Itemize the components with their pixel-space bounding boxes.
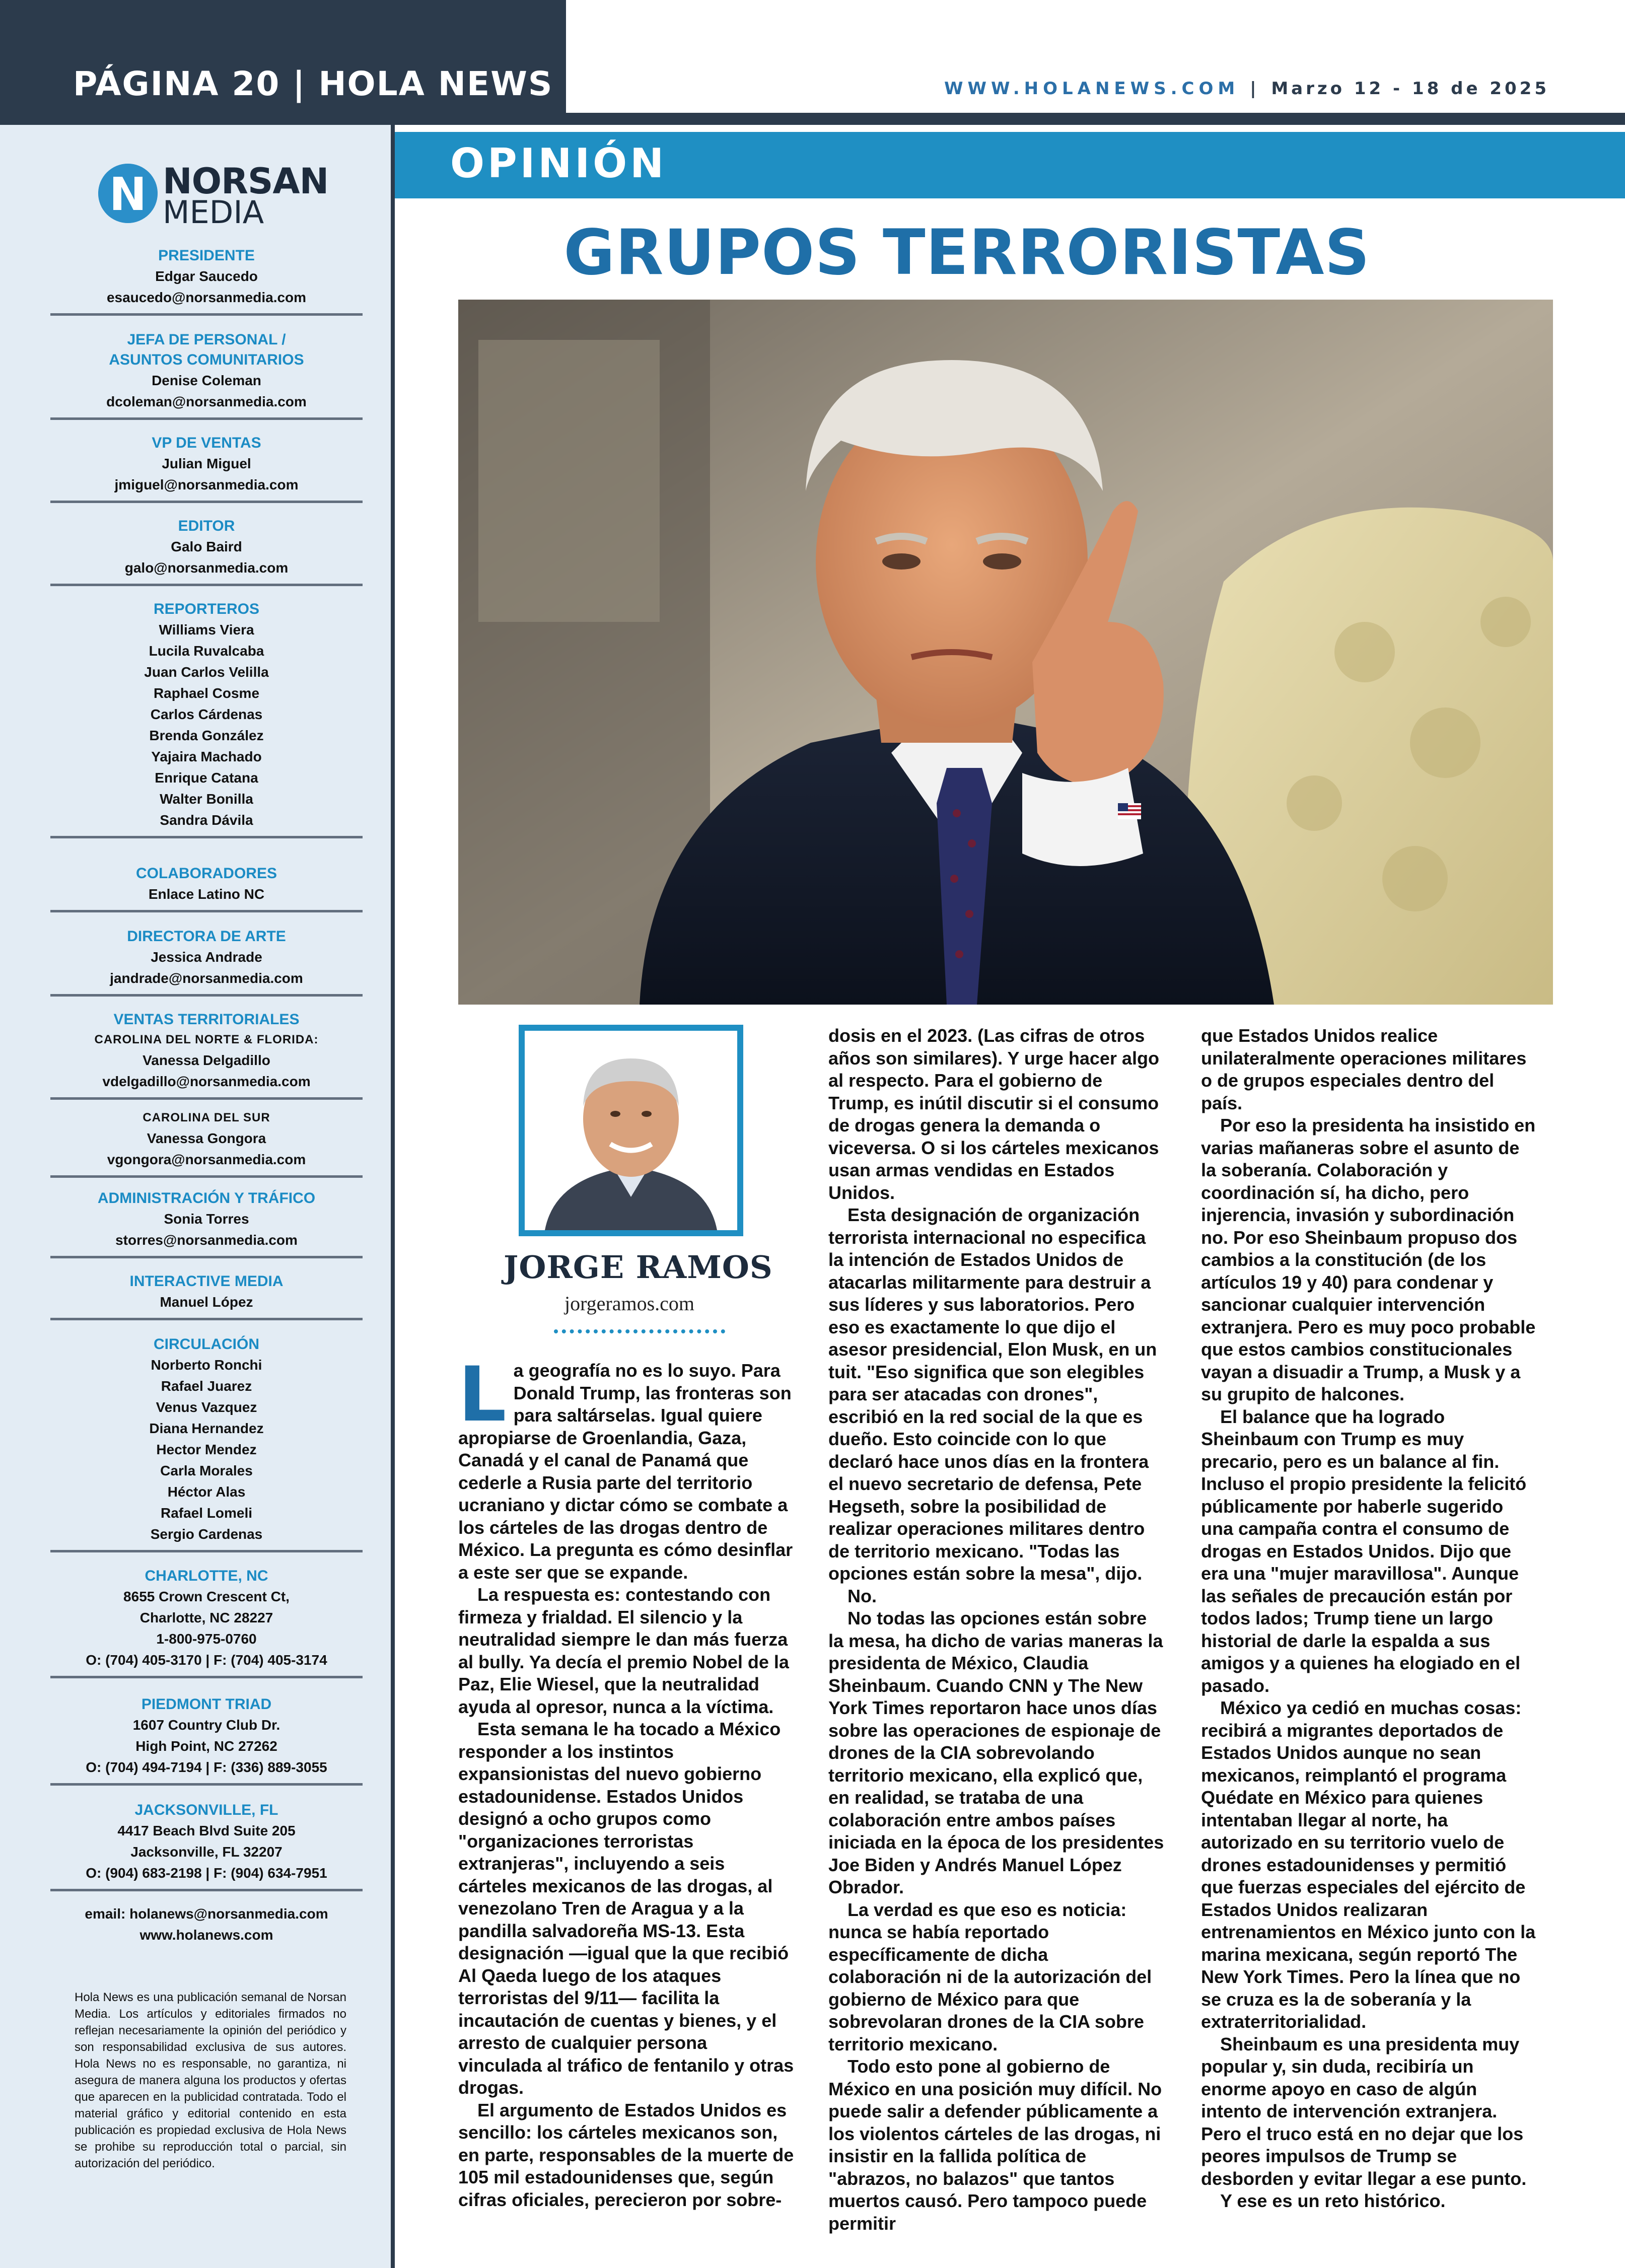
staff-block (50, 1566, 363, 1678)
dropcap: L (458, 1351, 507, 1439)
staff-divider (50, 313, 363, 316)
staff-line: Brenda González (149, 728, 264, 743)
staff-line: Enlace Latino NC (148, 886, 265, 902)
section-label: OPINIÓN (450, 140, 667, 187)
article-paragraph: Todo esto pone al gobierno de México en una posición muy difícil. No puede salir a defender públicamente a los violentos cárteles de las drogas, ni insistir en la fallida política de "abrazos, no balazos" que tantos muertos causó. Pero tampoco puede permitir (828, 2056, 1162, 2234)
staff-line: Denise Coleman (152, 373, 261, 388)
staff-block (50, 246, 363, 316)
staff-line: Juan Carlos Velilla (144, 664, 269, 680)
staff-line: Jacksonville, FL 32207 (130, 1844, 282, 1860)
staff-divider (50, 1175, 363, 1178)
staff-line: O: (904) 683-2198 | F: (904) 634-7951 (86, 1865, 327, 1881)
staff-line: 1-800-975-0760 (156, 1631, 257, 1647)
staff-line: 8655 Crown Crescent Ct, (123, 1589, 290, 1604)
staff-divider (50, 1676, 363, 1678)
staff-line: O: (704) 405-3170 | F: (704) 405-3174 (86, 1652, 327, 1668)
issue-date: Marzo 12 - 18 de 2025 (1271, 79, 1549, 99)
sidebar-divider (391, 125, 395, 2268)
staff-line: Sandra Dávila (160, 812, 253, 828)
staff-divider (50, 910, 363, 912)
staff-contact-link[interactable]: storres@norsanmedia.com (115, 1232, 298, 1248)
staff-contact-link[interactable]: galo@norsanmedia.com (124, 560, 289, 576)
staff-line: 1607 Country Club Dr. (132, 1717, 280, 1733)
staff-block (50, 1188, 363, 1258)
staff-role: DIRECTORA DE ARTE (127, 928, 286, 945)
header-separator: | (1250, 79, 1261, 99)
section-band (395, 132, 1625, 198)
norsan-logo-icon (98, 164, 158, 223)
staff-divider (50, 1256, 363, 1258)
staff-role: PIEDMONT TRIAD (141, 1696, 272, 1713)
author-name: JORGE RAMOS (504, 1249, 773, 1286)
article-paragraph: Y ese es un reto histórico. (1220, 2190, 1446, 2211)
staff-role: CIRCULACIÓN (154, 1336, 259, 1353)
staff-line: Hector Mendez (156, 1442, 257, 1457)
staff-role: REPORTEROS (153, 601, 260, 617)
staff-divider (50, 501, 363, 503)
staff-block (50, 1694, 363, 1786)
disclaimer: Hola News es una publicación semanal de Norsan Media. Los artículos y editoriales firmados no reflejan necesariamente la opinión del periódico y son responsabilidad exclusiva de sus autores. Hola News no es responsable, no garantiza, ni asegura de manera alguna los productos y ofertas que aparecen en la publicidad contratada. Todo el material gráfico y editorial contenido en esta publicación es propiedad exclusiva de Hola News se prohibe su reproducción total o parcial, sin autorización del periódico. (75, 1991, 346, 2170)
staff-divider (50, 1783, 363, 1786)
staff-block (50, 433, 363, 503)
staff-role: COLABORADORES (135, 865, 277, 882)
article-paragraph: México ya cedió en muchas cosas: recibirá a migrantes deportados de Estados Unidos aunque no sean mexicanos, reimplantó el programa Quédate en México para quienes intentaban llegar al norte, ha autorizado en su territorio vuelo de drones estadounidenses y permitió que fuerzas especiales del ejército de Estados Unidos realizaran entrenamientos en México junto con la marina mexicana, según reportó The New York Times. Pero la línea que no se cruza es la de soberanía y la extraterritorialidad. (1201, 1697, 1536, 2032)
staff-role: EDITOR (178, 518, 235, 534)
staff-contact-link[interactable]: vgongora@norsanmedia.com (107, 1152, 306, 1167)
article-paragraph: No todas las opciones están sobre la mesa, ha dicho de varias maneras la presidenta de México, Claudia Sheinbaum. Cuando CNN y The New York Times reportaron hace unos días sobre las operaciones de espionaje de drones de la CIA sobrevolando territorio mexicano, ella explicó que, en realidad, se trataba de una colaboración entre ambos países iniciada en la época de los presidentes Joe Biden y Andrés Manuel López Obrador. (828, 1608, 1164, 1897)
article-paragraph: que Estados Unidos realice unilateralmente operaciones militares o de grupos especiales dentro del país. (1201, 1025, 1527, 1113)
staff-subrole: CAROLINA DEL SUR (143, 1111, 270, 1124)
staff-block (50, 1108, 363, 1178)
header-info (944, 79, 1549, 99)
staff-line: Sonia Torres (164, 1211, 249, 1227)
staff-role: ASUNTOS COMUNITARIOS (109, 351, 304, 368)
staff-contact-link[interactable]: email: holanews@norsanmedia.com (85, 1906, 328, 1922)
author-divider (554, 1329, 725, 1333)
article-paragraph: No. (847, 1585, 877, 1606)
staff-line: Yajaira Machado (151, 749, 262, 764)
staff-role: JACKSONVILLE, FL (134, 1802, 278, 1818)
staff-role: CHARLOTTE, NC (145, 1568, 268, 1584)
staff-line: Charlotte, NC 28227 (139, 1610, 273, 1625)
staff-line: Galo Baird (171, 539, 242, 554)
staff-line: Rafael Lomeli (160, 1505, 253, 1521)
staff-role: VENTAS TERRITORIALES (113, 1011, 300, 1028)
staff-line: 4417 Beach Blvd Suite 205 (117, 1823, 296, 1838)
article-paragraph: dosis en el 2023. (Las cifras de otros años son similares). Y urge hacer algo al respecto. Para el gobierno de Trump, es inútil discutir si el consumo de drogas genera la demanda o viceversa. O si los cárteles mexicanos usan armas vendidas en Estados Unidos. (828, 1025, 1159, 1203)
article-paragraph: Esta semana le ha tocado a México responder a los instintos expansionistas del nuevo gobierno estadounidense. Estados Unidos designó a ocho grupos como "organizaciones terroristas extranjeras", incluyendo a seis cárteles mexicanos de las drogas, al venezolano Tren de Aragua y a la pandilla salvadoreña MS-13. Esta designación —igual que la que recibió Al Qaeda luego de los ataques terroristas del 9/11— facilita la incautación de cuentas y bienes, y el arresto de cualquier persona vinculada al tráfico de fentanilo y otras drogas. (458, 1719, 794, 2098)
staff-contact-link[interactable]: esaucedo@norsanmedia.com (106, 290, 307, 305)
staff-line: Vanessa Delgadillo (143, 1052, 270, 1068)
staff-block (50, 927, 363, 997)
staff-block (50, 1010, 363, 1100)
article-paragraph: La verdad es que eso es noticia: nunca se había reportado específicamente de dicha colaboración ni de la autorización del gobierno de México para que sobrevolaran drones de la CIA sobre territorio mexicano. (828, 1899, 1152, 2054)
article-column-2 (828, 1025, 1166, 2235)
staff-contact-link[interactable]: jandrade@norsanmedia.com (110, 970, 303, 986)
staff-line: Carla Morales (160, 1463, 253, 1478)
main-photo (458, 300, 1553, 1005)
header-bar (0, 113, 1625, 125)
article-column-3 (1201, 1025, 1538, 2213)
staff-line: O: (704) 494-7194 | F: (336) 889-3055 (86, 1759, 327, 1775)
staff-block (50, 330, 363, 420)
staff-line: Walter Bonilla (160, 791, 253, 807)
staff-line: Williams Viera (159, 622, 254, 637)
staff-line: Manuel López (160, 1294, 253, 1310)
staff-line: Raphael Cosme (153, 685, 260, 701)
article-paragraph: La respuesta es: contestando con firmeza y frialdad. El silencio y la neutralidad siempre le dan más fuerza al bully. Ya decía el premio Nobel de la Paz, Elie Wiesel, que la neutralidad ayuda al opresor, nunca a la víctima. (458, 1584, 789, 1717)
staff-block (50, 1271, 363, 1320)
article-paragraph: El argumento de Estados Unidos es sencillo: los cárteles mexicanos son, en parte, responsables de la muerte de 105 mil estadounidenses que, según cifras oficiales, perecieron por sobre- (458, 2099, 794, 2210)
staff-contact-link[interactable]: www.holanews.com (139, 1927, 273, 1943)
article-column-1 (458, 1351, 796, 2211)
article-paragraph: Sheinbaum es una presidenta muy popular y, sin duda, recibiría un enorme apoyo en caso de algún intento de intervención extranjera. Pero el truco está en no dejar que los peores impulsos de Trump se desborden y evitar llegar a ese punto. (1201, 2033, 1527, 2189)
staff-block (50, 599, 363, 838)
staff-line: Rafael Juarez (161, 1378, 252, 1394)
staff-contact-link[interactable]: dcoleman@norsanmedia.com (106, 394, 307, 409)
staff-line: Carlos Cárdenas (150, 706, 263, 722)
staff-line: Héctor Alas (167, 1484, 246, 1500)
staff-line: High Point, NC 27262 (135, 1738, 277, 1754)
header-tab (0, 0, 566, 113)
norsan-media-logo (98, 161, 335, 231)
staff-role: JEFA DE PERSONAL / (127, 331, 286, 348)
article-paragraph: a geografía no es lo suyo. Para Donald Trump, las fronteras son para saltárselas. Igual quiere apropiarse de Groenlandia, Gaza, Canadá y el canal de Panamá que cederle a Rusia parte del territorio ucraniano y dictar cómo se combate a los cárteles de las drogas dentro de México. La pregunta es cómo desinflar a este ser que se expande. (458, 1360, 793, 1583)
staff-divider (50, 584, 363, 586)
staff-divider (50, 1097, 363, 1100)
staff-divider (50, 1318, 363, 1320)
article-paragraph: El balance que ha logrado Sheinbaum con Trump es muy precario, pero es un balance al fin. Incluso el propio presidente la felicitó públicamente por haberle sugerido una campaña contra el consumo de drogas en Estados Unidos. Dijo que era una "mujer maravillosa". Aunque las señales de precaución están por todos lados; Trump tiene un largo historial de darle la espalda a sus amigos y a quienes ha elogiado en el pasado. (1201, 1406, 1527, 1696)
staff-block (50, 864, 363, 912)
headline: GRUPOS TERRORISTAS (563, 217, 1370, 289)
staff-role: PRESIDENTE (158, 247, 255, 264)
staff-line: Venus Vazquez (156, 1399, 257, 1415)
author-website[interactable]: jorgeramos.com (564, 1292, 695, 1315)
staff-line: Julian Miguel (162, 456, 251, 471)
logo-word-2: MEDIA (163, 194, 264, 231)
staff-divider (50, 1550, 363, 1552)
logo-word-1: NORSAN (163, 161, 329, 202)
article-paragraph: Esta designación de organización terrorista internacional no especifica la intención de Estados Unidos de atacarlas militarmente para destruir a sus líderes y sus laboratorios. Pero eso es exactamente lo que dijo el asesor presidencial, Elon Musk, en un tuit. "Eso significa que son elegibles para ser atacadas con drones", escribió en la red social de la que es dueño. Esto coincide con lo que declaró hace unos días en la frontera el nuevo secretario de defensa, Pete Hegseth, sobre la posibilidad de realizar operaciones militares dentro de territorio mexicano. "Todas las opciones están sobre la mesa", dijo. (828, 1204, 1157, 1584)
staff-role: INTERACTIVE MEDIA (129, 1273, 284, 1290)
staff-subrole: CAROLINA DEL NORTE & FLORIDA: (94, 1033, 319, 1046)
staff-divider (50, 417, 363, 420)
staff-line: Vanessa Gongora (147, 1130, 266, 1146)
staff-line: Lucila Ruvalcaba (149, 643, 264, 659)
staff-contact-link[interactable]: vdelgadillo@norsanmedia.com (102, 1074, 311, 1089)
staff-line: Edgar Saucedo (155, 268, 258, 284)
staff-divider (50, 994, 363, 997)
staff-role: ADMINISTRACIÓN Y TRÁFICO (97, 1190, 316, 1207)
staff-contact-link[interactable]: jmiguel@norsanmedia.com (114, 477, 299, 492)
staff-line: Jessica Andrade (151, 949, 262, 965)
staff-line: Norberto Ronchi (151, 1357, 262, 1373)
staff-block (50, 1800, 363, 1891)
staff-role: VP DE VENTAS (152, 435, 261, 451)
staff-block (50, 1903, 363, 1946)
staff-divider (50, 836, 363, 838)
article-paragraph: Por eso la presidenta ha insistido en varias mañaneras sobre el asunto de la soberanía. Colaboración y coordinación sí, ha dicho, pero injerencia, invasión y subordinación no. Por eso Sheinbaum propuso dos cambios a la constitución (de los artículos 19 y 40) para condenar y sancionar cualquier intervención extranjera. Pero es muy poco probable que estos cambios constitucionales vayan a disuadir a Trump, a Musk y a su grupito de halcones. (1201, 1115, 1536, 1404)
staff-line: Enrique Catana (155, 770, 258, 786)
staff-divider (50, 1889, 363, 1891)
page-label: PÁGINA 20 | HOLA NEWS (73, 64, 553, 103)
website-link[interactable]: WWW.HOLANEWS.COM (944, 79, 1240, 99)
author-photo (519, 1025, 743, 1236)
staff-line: Diana Hernandez (149, 1421, 264, 1436)
staff-line: Sergio Cardenas (150, 1526, 263, 1542)
staff-block (50, 516, 363, 586)
staff-block (50, 1334, 363, 1552)
